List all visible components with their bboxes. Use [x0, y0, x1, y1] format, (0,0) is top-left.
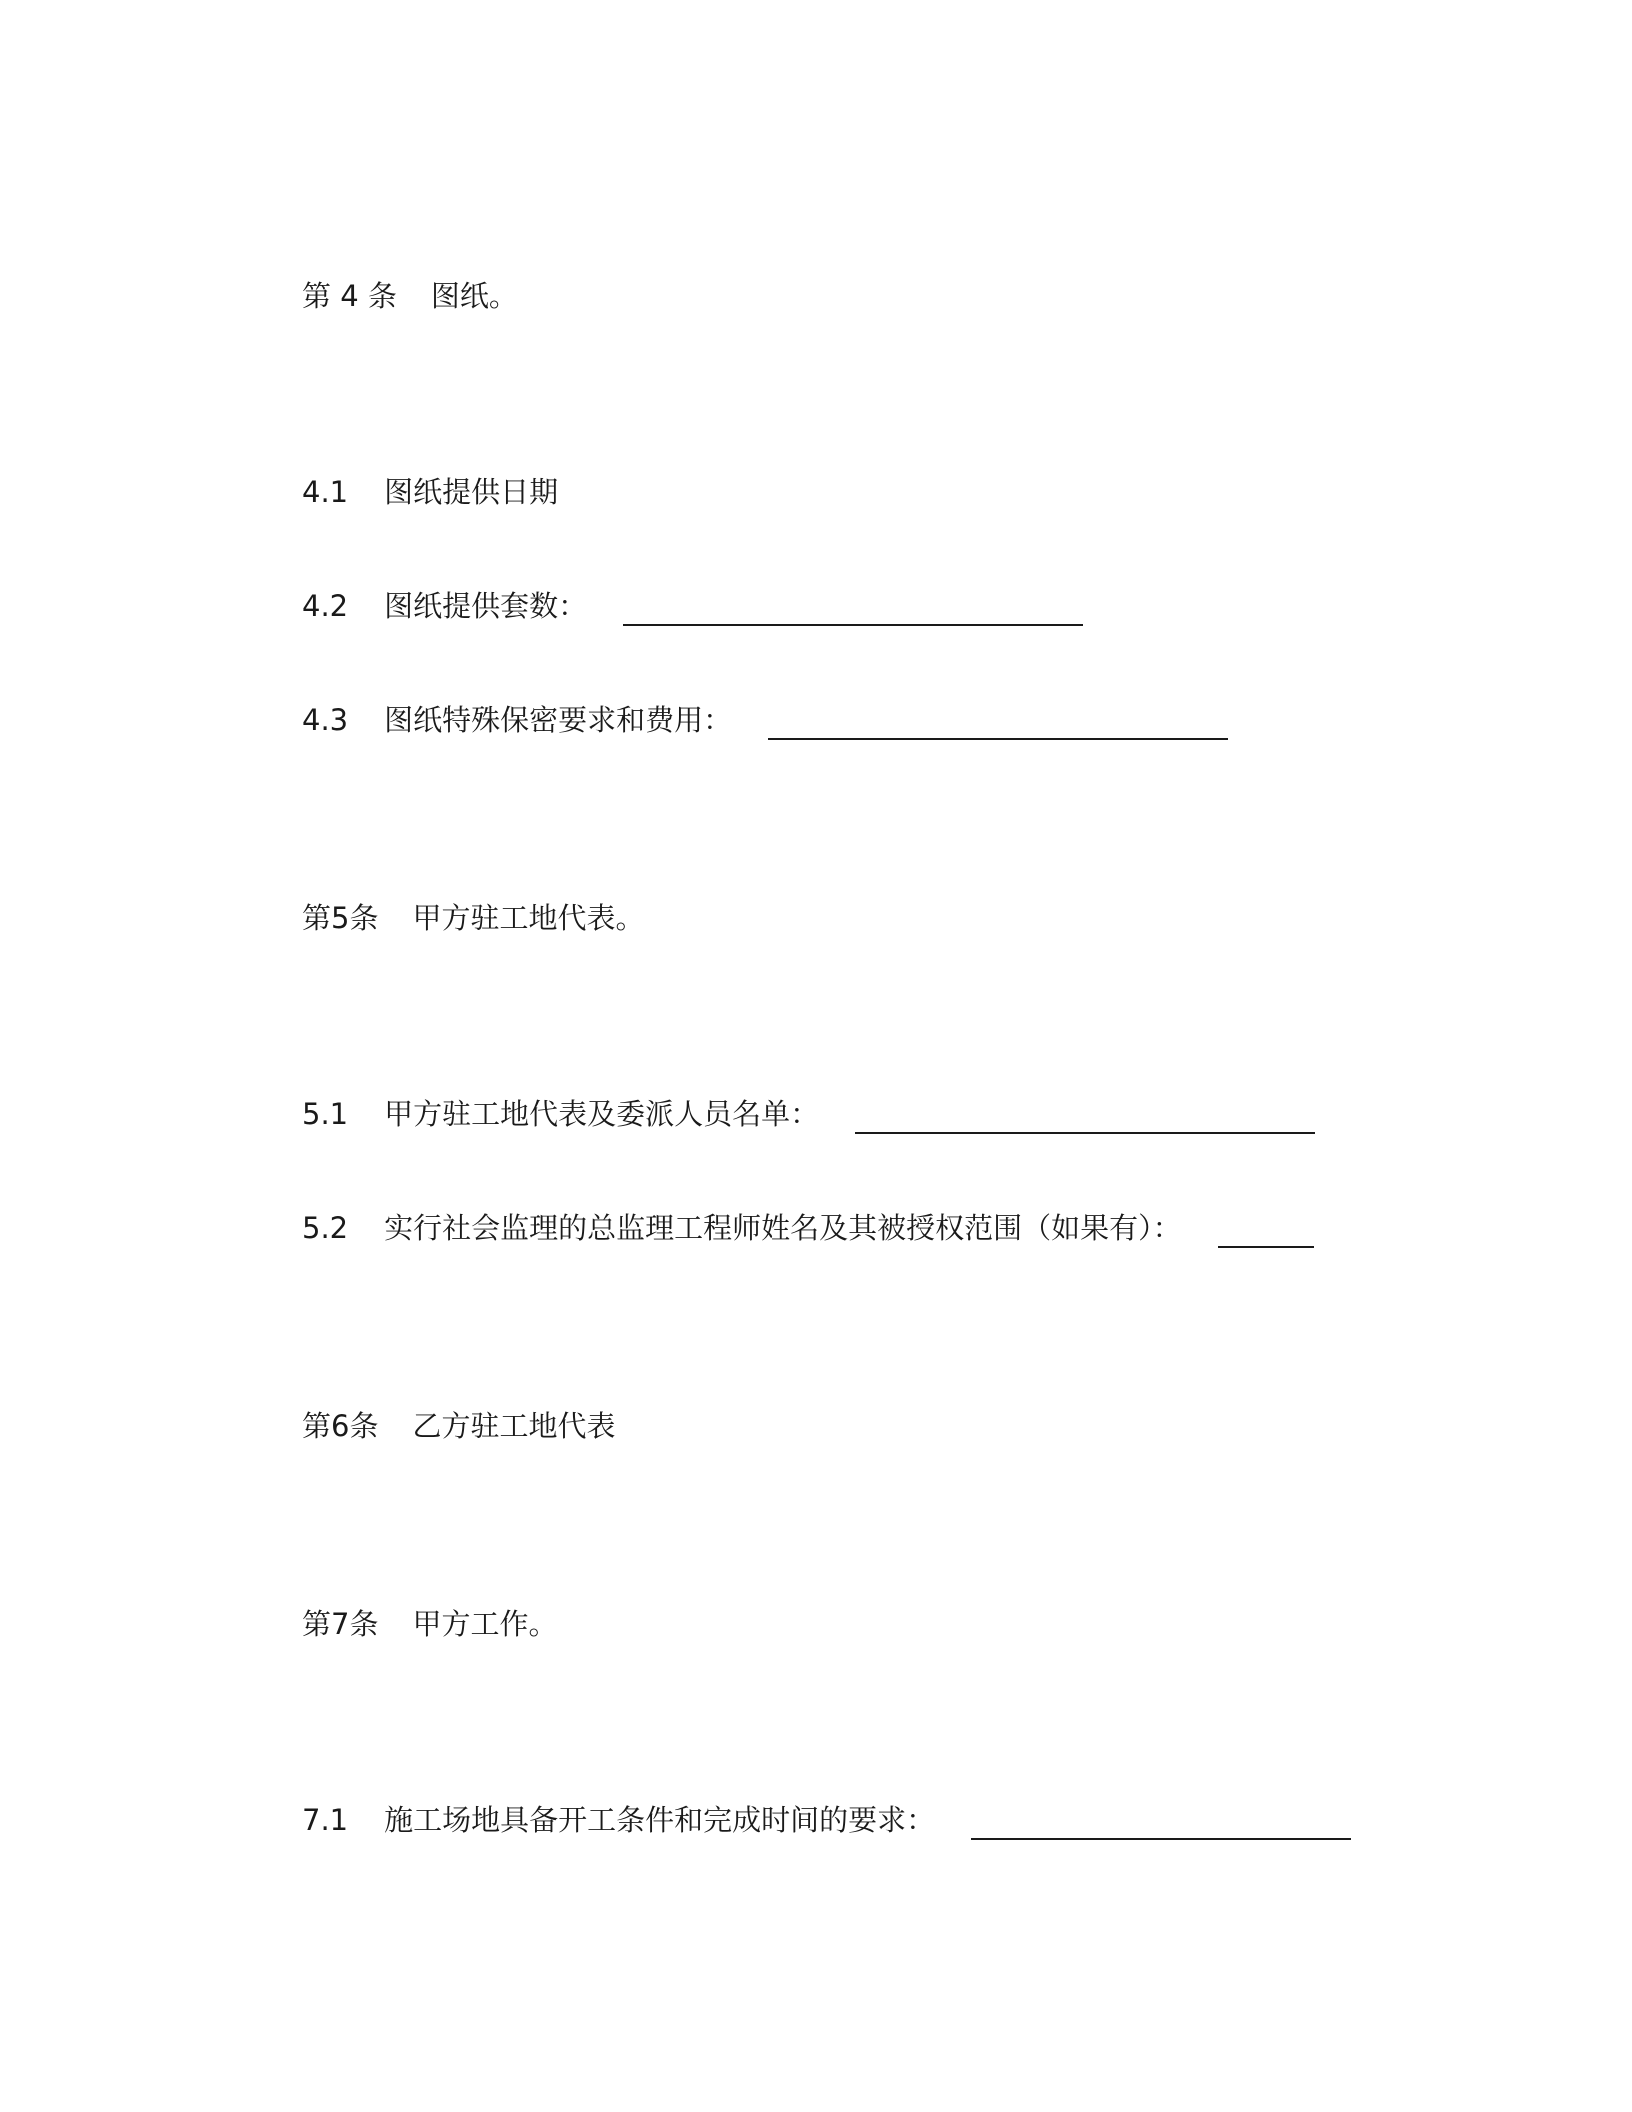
clause-4-3-text: 图纸特殊保密要求和费用：	[384, 703, 733, 737]
clause-5-1	[302, 1094, 1315, 1134]
article-7-heading	[302, 1604, 557, 1644]
clause-5-1-text: 甲方驻工地代表及委派人员名单：	[384, 1097, 820, 1131]
clause-4-1-text: 图纸提供日期	[384, 475, 559, 509]
clause-4-2-text: 图纸提供套数：	[384, 589, 588, 623]
article-6-title: 乙方驻工地代表	[412, 1409, 616, 1443]
clause-7-1-text: 施工场地具备开工条件和完成时间的要求：	[384, 1803, 936, 1837]
clause-4-2-number: 4.2	[302, 589, 349, 623]
clause-4-1-number: 4.1	[302, 475, 349, 509]
clause-4-2-fill-blank[interactable]	[623, 592, 1083, 626]
clause-5-2	[302, 1208, 1314, 1248]
clause-5-2-text: 实行社会监理的总监理工程师姓名及其被授权范围（如果有）：	[384, 1211, 1182, 1245]
clause-4-3-number: 4.3	[302, 703, 349, 737]
article-6-heading	[302, 1406, 615, 1446]
clause-4-1	[302, 472, 558, 512]
article-4-number: 第 4 条	[302, 279, 397, 313]
article-6-number: 第6条	[302, 1409, 379, 1443]
article-4-title: 图纸。	[430, 279, 518, 313]
clause-4-3	[302, 700, 1228, 740]
clause-5-2-number: 5.2	[302, 1211, 349, 1245]
clause-7-1	[302, 1800, 1351, 1840]
article-4-heading	[302, 276, 518, 316]
article-7-number: 第7条	[302, 1607, 379, 1641]
clause-4-2	[302, 586, 1083, 626]
clause-5-1-fill-blank[interactable]	[855, 1100, 1315, 1134]
clause-7-1-number: 7.1	[302, 1803, 349, 1837]
clause-7-1-fill-blank[interactable]	[971, 1806, 1351, 1840]
clause-5-2-fill-blank[interactable]	[1218, 1214, 1314, 1248]
article-7-title: 甲方工作。	[412, 1607, 558, 1641]
article-5-heading	[302, 898, 644, 938]
article-5-number: 第5条	[302, 901, 379, 935]
clause-5-1-number: 5.1	[302, 1097, 349, 1131]
clause-4-3-fill-blank[interactable]	[768, 706, 1228, 740]
article-5-title: 甲方驻工地代表。	[412, 901, 645, 935]
